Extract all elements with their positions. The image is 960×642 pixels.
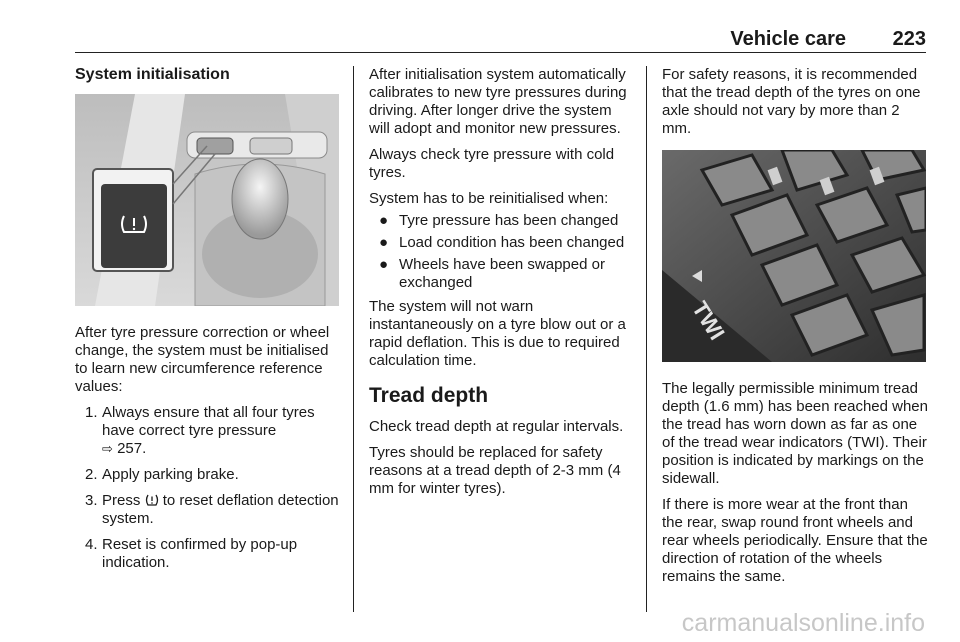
paragraph: For safety reasons, it is recommended that the tread depth of the tyres on one axle should not vary by more than 2 mm.: [662, 66, 921, 137]
tyre-tread-figure: [662, 150, 926, 362]
watermark: carmanualsonline.info: [681, 609, 925, 637]
list-item: 3. Press to reset deflation detection system.: [85, 492, 339, 527]
bullet-icon: ●: [379, 212, 389, 229]
paragraph: Tyres should be replaced for safety reasons at a tread depth of 2-3 mm (4 mm for winter tyres).: [369, 444, 621, 497]
page-number: 223: [892, 28, 926, 50]
intro-paragraph: After tyre pressure correction or wheel change, the system must be initialised to learn new circumference reference values:: [75, 324, 330, 395]
tyre-tread-illustration: [662, 150, 926, 362]
twi-marking: TWI: [687, 296, 730, 345]
console-illustration: [75, 94, 339, 306]
paragraph: Check tread depth at regular intervals.: [369, 418, 624, 435]
page-ref-arrow-icon: ⇨: [102, 441, 113, 456]
tyre-pressure-icon: [145, 493, 159, 507]
list-item: ● Wheels have been swapped or exchanged: [379, 256, 605, 291]
section-title: System initialisation: [75, 66, 230, 83]
chapter-title: Vehicle care: [730, 28, 846, 50]
list-item: ● Tyre pressure has been changed: [379, 212, 619, 229]
list-item: 1. Always ensure that all four tyres have correct tyre pressure ⇨ 257.: [85, 404, 315, 457]
paragraph: The system will not warn instantaneously on a tyre blow out or a rapid deflation. This is due to required calculation time.: [369, 298, 626, 369]
bullet-list: [369, 212, 635, 292]
steps-list: [75, 404, 341, 572]
list-item: 4. Reset is confirmed by pop-up indication.: [85, 536, 298, 571]
section-heading: Tread depth: [369, 384, 489, 407]
console-figure: [75, 94, 339, 306]
paragraph: The legally permissible minimum tread depth (1.6 mm) has been reached when the tread has worn down as far as one of the tread wear indicators (TWI). Their position is indicated by markings on the sidewall.: [662, 380, 928, 487]
page-header: [75, 26, 926, 53]
paragraph: Always check tyre pressure with cold tyres.: [369, 146, 615, 181]
list-item: ● Load condition has been changed: [379, 234, 625, 251]
column-divider: [353, 66, 354, 612]
page-ref[interactable]: 257.: [117, 440, 147, 457]
column-divider: [646, 66, 647, 612]
column-1: [75, 66, 341, 580]
bullet-icon: ●: [379, 256, 389, 273]
paragraph: If there is more wear at the front than the rear, swap round front wheels and rear wheels periodically. Ensure that the direction of rotation of the wheels remains the same.: [662, 496, 928, 585]
paragraph: System has to be reinitialised when:: [369, 190, 609, 207]
bullet-icon: ●: [379, 234, 389, 251]
column-2: [369, 66, 635, 506]
column-3: [662, 66, 928, 594]
list-item: 2. Apply parking brake.: [85, 466, 239, 483]
paragraph: After initialisation system automatically calibrates to new tyre pressures during driving. After longer drive the system will adopt and monitor new pressures.: [369, 66, 627, 137]
